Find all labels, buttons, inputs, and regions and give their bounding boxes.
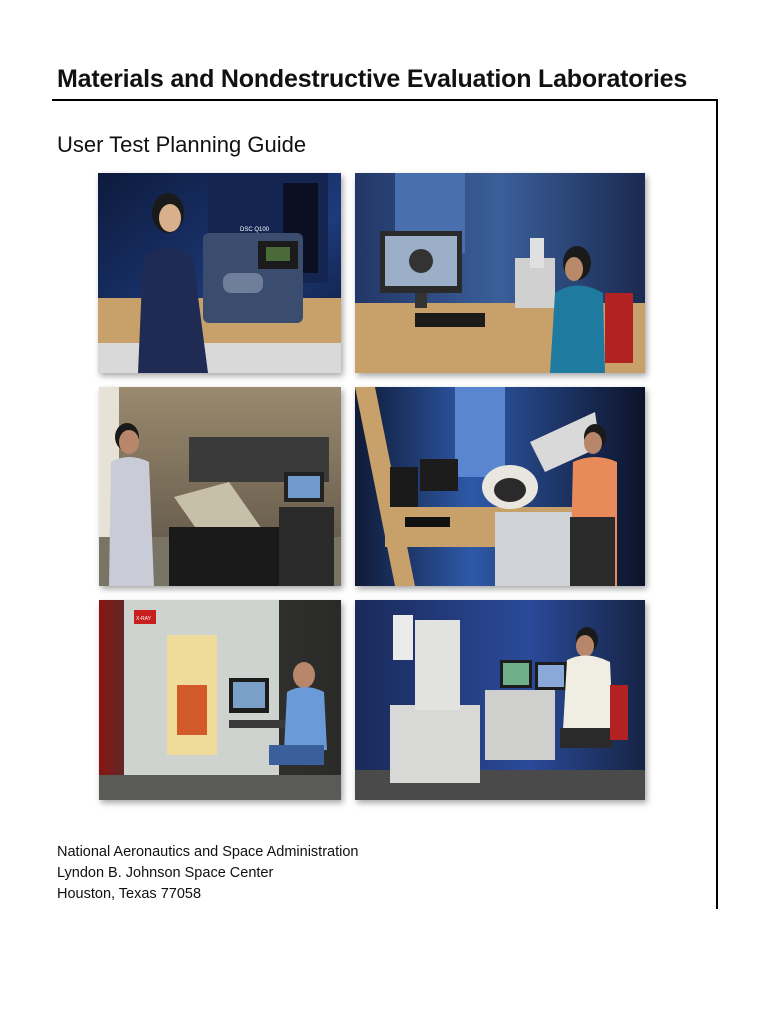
publisher-center: Lyndon B. Johnson Space Center [57,865,274,881]
lab-photo-electron-microscope [355,600,645,800]
lab-photo-xray-room [99,600,341,800]
document-title: Materials and Nondestructive Evaluation Laboratories [57,65,688,93]
title-rule-vertical [716,99,718,909]
lab-photo-thermal-analyzer [98,173,341,373]
document-subtitle: User Test Planning Guide [57,132,307,157]
title-rule-horizontal [52,99,718,101]
xray-sign: X-RAY [136,616,151,622]
dsc-tag: DSC Q100 [240,227,270,233]
publisher-address: Houston, Texas 77058 [57,886,202,902]
publisher-agency: National Aeronautics and Space Administration [57,844,359,860]
lab-photo-inspection-machine [355,387,645,586]
lab-photo-microscope-workstation [355,173,645,373]
lab-photo-scanning-equipment [99,387,341,586]
publisher-block [57,842,358,905]
